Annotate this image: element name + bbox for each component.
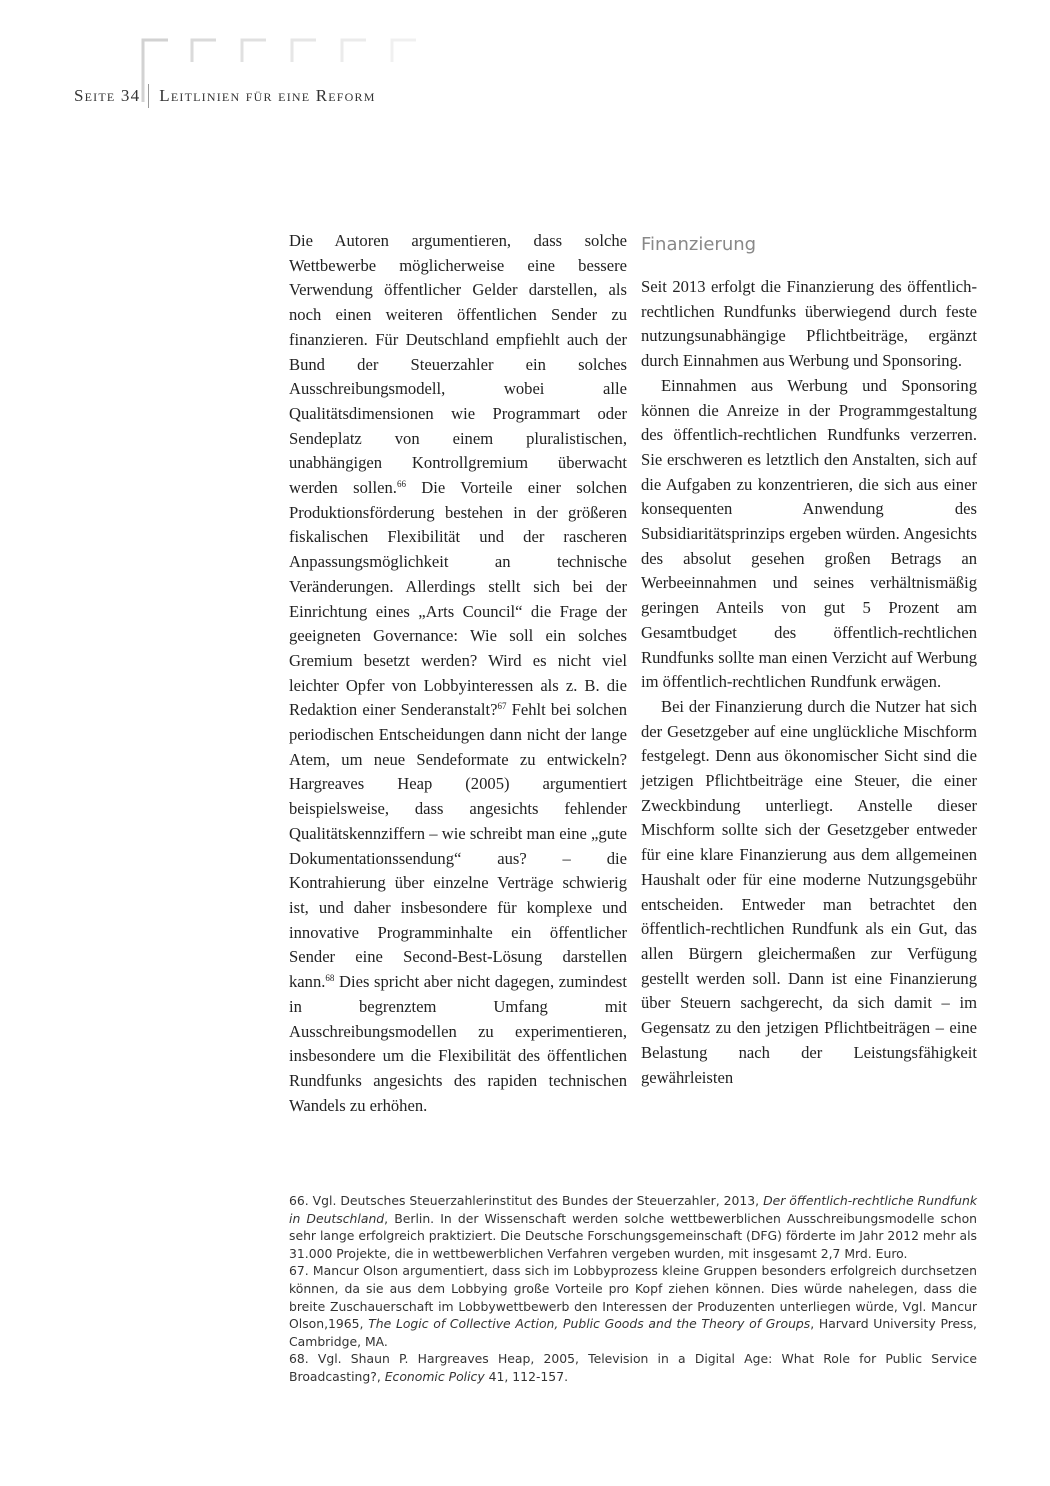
footnote-work-title: Der öffentlich-rechtliche Rundfunk in Deutschland: [289, 1193, 977, 1226]
footnote-ref-68[interactable]: 68: [325, 973, 335, 984]
header-divider: [148, 84, 149, 108]
footnote-work-title: Economic Policy: [384, 1368, 485, 1384]
left-column: [289, 229, 627, 1118]
footnote-66: [289, 1192, 977, 1262]
footnote-text: 68. Vgl. Shaun P. Hargreaves Heap, 2005, Television in a Digital Age: What Role for Public Service Broadcasting?,: [289, 1351, 977, 1384]
footnote-text: 67. Mancur Olson argumentiert, dass sich im Lobbyprozess kleine Gruppen besonders erfolgreich durchsetzen können, da sie aus dem Lobbying große Vorteile pro Kopf ziehen können. Dies würde nahelegen, dass die breite Zuschauerschaft im Lobbywettbewerb den Interessen der Produzenten unterliegen würde, Vgl. Mancur Olson,1965,: [289, 1263, 977, 1332]
paragraph-text: Fehlt bei solchen periodischen Entscheidungen dann nicht der lange Atem, um neue Sendeformate zu entwickeln? Hargreaves Heap (2005) argumentiert beispielsweise, dass angesichts fehlender Qualitätskennziffern – wie schreibt man eine „gute Dokumentationssendung“ aus? – die Kontrahierung über einzelne Verträge schwierig ist, und daher insbesondere für komplexe und innovative Programminhalte ein öffentlicher Sender eine Second-Best-Lösung darstellen kann.: [289, 700, 627, 992]
page-number: Seite 34: [74, 86, 141, 105]
footnote-68: [289, 1350, 977, 1385]
footnotes: [289, 1192, 977, 1386]
header-section-title: Leitlinien für eine Reform: [159, 86, 376, 105]
footnote-ref-66[interactable]: 66: [396, 479, 406, 490]
footnote-67: [289, 1262, 977, 1350]
paragraph-text: Die Autoren argumentieren, dass solche Wettbewerbe möglicherweise eine bessere Verwendung öffentlicher Gelder darstellen, als noch einen weiteren öffentlichen Sender zu finanzieren. Für Deutschland empfiehlt auch der Bund der Steuerzahler ein solches Ausschreibungsmodell, wobei alle Qualitätsdimensionen wie Programmart oder Sendeplatz von einem pluralistischen, unabhängigen Kontrollgremium überwacht werden sollen.: [289, 231, 627, 498]
paragraph-text: Die Vorteile einer solchen Produktionsförderung bestehen in der größeren fiskalischen Flexibilität und der rascheren Anpassungsmöglichkeit an technische Veränderungen. Allerdings stellt sich bei der Einrichtung eines „Arts Council“ die Frage der geeigneten Governance: Wie soll ein solches Gremium besetzt werden? Wird es nicht viel leichter Opfer von Lobbyinteressen als z. B. die Redaktion einer Senderanstalt?: [289, 478, 627, 720]
section-heading-finanzierung: Finanzierung: [641, 234, 757, 255]
right-column: [641, 229, 977, 1090]
body-paragraph: Bei der Finanzierung durch die Nutzer hat sich der Gesetzgeber auf eine unglückliche Mischform festgelegt. Denn aus ökonomischer Sicht sind die jetzigen Pflichtbeiträge eine Steuer, die einer Zweckbindung unterliegt. Anstelle dieser Mischform sollte sich der Gesetzgeber entweder für eine klare Finanzierung aus dem allgemeinen Haushalt oder für eine moderne Nutzungsgebühr entscheiden. Entweder man betrachtet den öffentlich-rechtlichen Rundfunk als ein Gut, das allen Bürgern gleichermaßen zur Verfügung gestellt werden soll. Dann ist eine Finanzierung über Steuern sachgerecht, da sich damit – im Gegensatz zu den jetzigen Pflichtbeiträgen – eine Belastung nach der Leistungsfähigkeit gewährleisten: [641, 696, 977, 1087]
footnote-ref-67[interactable]: 67: [497, 701, 507, 712]
body-paragraph: [289, 229, 627, 1118]
footnote-work-title: The Logic of Collective Action, Public Goods and the Theory of Groups: [368, 1316, 811, 1332]
footnote-text: , Harvard University Press, Cambridge, MA.: [289, 1316, 977, 1349]
body-paragraph: Seit 2013 erfolgt die Finanzierung des öffentlich-rechtlichen Rundfunks überwiegend durch feste nutzungsunabhängige Pflichtbeiträge, ergänzt durch Einnahmen aus Werbung und Sponsoring.: [641, 277, 977, 371]
footnote-text: 41, 112-157.: [484, 1368, 569, 1384]
body-paragraph: Einnahmen aus Werbung und Sponsoring können die Anreize in der Programmgestaltung des öffentlich-rechtlichen Rundfunks verzerren. Sie erschweren es letztlich den Anstalten, sich auf die Aufgaben zu konzentrieren, die sich aus einer konsequenten Anwendung des Subsidiaritätsprinzips ergeben würden. Angesichts des absolut gesehen großen Betrags an Werbeeinnahmen und seines verhältnismäßig geringen Anteils von gut 5 Prozent am Gesamtbudget des öffentlich-rechtlichen Rundfunks sollte man einen Verzicht auf Werbung im öffentlich-rechtlichen Rundfunk erwägen.: [641, 375, 977, 692]
running-header: [74, 84, 376, 108]
paragraph-text: Dies spricht aber nicht dagegen, zumindest in begrenztem Umfang mit Ausschreibungsmodellen zu experimentieren, insbesondere um die Flexibilität des öffentlichen Rundfunks angesichts des rapiden technischen Wandels zu erhöhen.: [289, 972, 627, 1115]
footnote-text: , Berlin. In der Wissenschaft werden solche wettbewerblichen Ausschreibungsmodelle schon sehr lange erfolgreich praktiziert. Die Deutsche Forschungsgemeinschaft (DFG) förderte im Jahr 2012 mehr als 31.000 Projekte, die in wettbewerblichen Verfahren vergeben wurden, mit insgesamt 2,7 Mrd. Euro.: [289, 1210, 978, 1261]
footnote-text: 66. Vgl. Deutsches Steuerzahlerinstitut des Bundes der Steuerzahler, 2013,: [289, 1193, 764, 1208]
